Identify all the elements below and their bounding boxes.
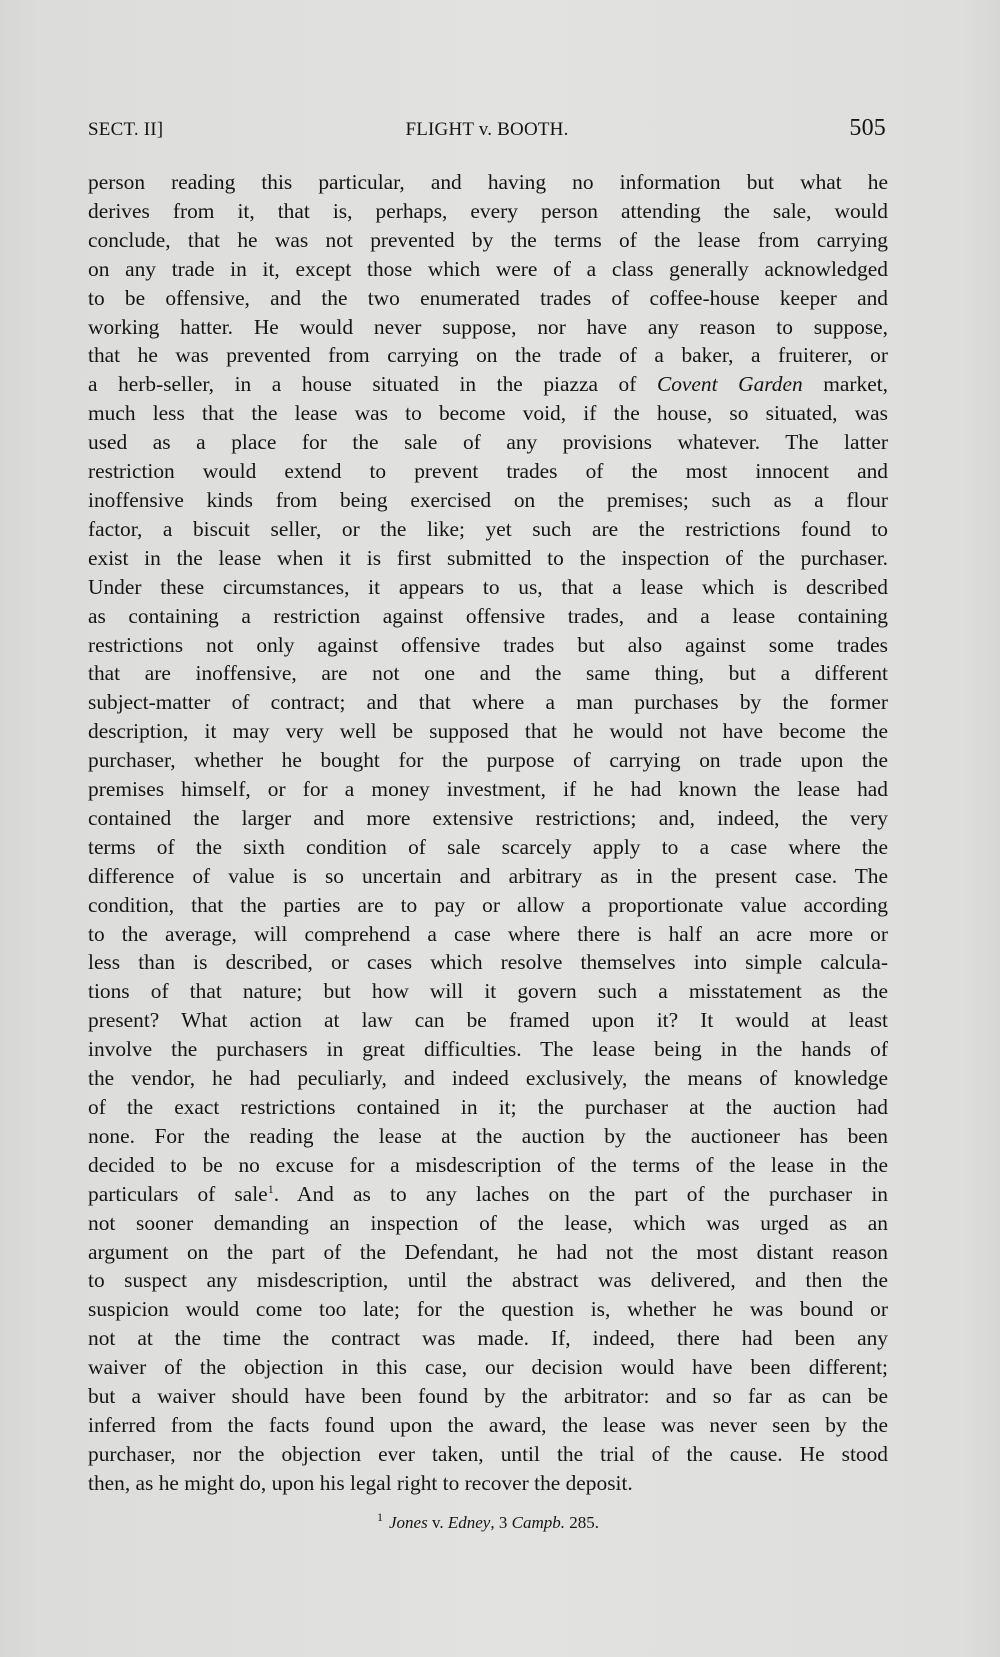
text-line (88, 891, 888, 920)
text-segment: suspicion would come too late; for the question is, whether he was bound or (88, 1297, 888, 1322)
text-segment: particulars of sale (88, 1181, 268, 1206)
text-segment: purchaser, whether he bought for the purpose of carrying on trade upon the (88, 748, 888, 773)
text-line (88, 1324, 888, 1353)
text-line (88, 1382, 888, 1411)
text-line (88, 1180, 888, 1209)
text-line (88, 486, 888, 515)
text-line (88, 226, 888, 255)
text-segment: tions of that nature; but how will it govern such a misstatement as the (88, 979, 888, 1004)
section-label: SECT. II] (88, 119, 164, 140)
page-number: 505 (849, 115, 886, 141)
text-line (88, 833, 888, 862)
text-segment: conclude, that he was not prevented by the terms of the lease from carrying (88, 227, 888, 252)
text-segment: factor, a biscuit seller, or the like; yet such are the restrictions found to (88, 516, 888, 541)
text-segment: person reading this particular, and having no information but what he (88, 170, 888, 194)
body-text (88, 168, 888, 1498)
text-segment: that are inoffensive, are not one and the same thing, but a different (88, 661, 888, 686)
text-segment: not at the time the contract was made. If, indeed, there had been any (88, 1326, 888, 1351)
text-segment: premises himself, or for a money investment, if he had known the lease had (88, 777, 888, 802)
text-segment: to the average, will comprehend a case where there is half an acre more or (88, 921, 888, 946)
italic-place-name: Covent Garden (656, 372, 803, 397)
text-segment: exist in the lease when it is first submitted to the inspection of the purchaser. (88, 545, 888, 570)
footnote-reporter: Campb. (511, 1513, 565, 1532)
text-line (88, 631, 888, 660)
text-line (88, 544, 888, 573)
text-line (88, 1035, 888, 1064)
text-segment: inferred from the facts found upon the award, the lease was never seen by the (88, 1412, 888, 1437)
text-segment: restrictions not only against offensive trades but also against some trades (88, 632, 888, 657)
footnote-reference: 1 (267, 1181, 274, 1196)
text-line (88, 1093, 888, 1122)
footnote-party: Edney (447, 1513, 491, 1532)
text-line (88, 341, 888, 370)
footnote-case-name: Jones (389, 1513, 428, 1532)
text-segment: argument on the part of the Defendant, he had not the most distant reason (88, 1239, 888, 1264)
text-line (88, 1006, 888, 1035)
text-segment: as containing a restriction against offensive trades, and a lease containing (88, 603, 888, 628)
text-line (88, 573, 888, 602)
text-segment: difference of value is so uncertain and arbitrary as in the present case. The (88, 863, 888, 888)
text-segment: a herb-seller, in a house situated in the piazza of (88, 372, 657, 397)
text-line (88, 1122, 888, 1151)
text-segment: on any trade in it, except those which were of a class generally acknowledged (88, 256, 888, 281)
text-line (88, 1064, 888, 1093)
text-line (88, 602, 888, 631)
text-line (88, 977, 888, 1006)
footnote (88, 1512, 888, 1534)
text-segment: condition, that the parties are to pay or allow a proportionate value according (88, 892, 888, 917)
text-line (88, 1469, 888, 1498)
text-line (88, 1353, 888, 1382)
text-segment: contained the larger and more extensive restrictions; and, indeed, the very (88, 805, 888, 830)
text-segment: less than is described, or cases which resolve themselves into simple calcula- (88, 950, 888, 975)
text-line (88, 1238, 888, 1267)
text-line (88, 428, 888, 457)
text-segment: to be offensive, and the two enumerated trades of coffee-house keeper and (88, 285, 888, 310)
text-line (88, 948, 888, 977)
text-segment: but a waiver should have been found by the arbitrator: and so far as can be (88, 1384, 888, 1409)
text-line (88, 804, 888, 833)
footnote-versus: v. (427, 1513, 448, 1532)
text-segment: much less that the lease was to become void, if the house, so situated, was (88, 401, 888, 426)
text-segment: derives from it, that is, perhaps, every person attending the sale, would (88, 198, 888, 223)
footnote-number: 1 (377, 1510, 383, 1525)
text-segment: decided to be no excuse for a misdescription of the terms of the lease in the (88, 1152, 888, 1177)
text-segment: used as a place for the sale of any provisions whatever. The latter (88, 430, 888, 455)
running-header (88, 115, 886, 149)
text-segment: present? What action at law can be framed upon it? It would at least (88, 1008, 888, 1033)
text-segment: then, as he might do, upon his legal right to recover the deposit. (88, 1470, 633, 1495)
text-segment: waiver of the objection in this case, our decision would have been different; (88, 1355, 888, 1380)
text-line (88, 284, 888, 313)
text-segment: terms of the sixth condition of sale scarcely apply to a case where the (88, 834, 888, 859)
text-segment: involve the purchasers in great difficulties. The lease being in the hands of (88, 1037, 888, 1062)
footnote-citation-sep: , 3 (490, 1513, 512, 1532)
text-line (88, 515, 888, 544)
text-segment: working hatter. He would never suppose, nor have any reason to suppose, (88, 314, 888, 339)
text-segment: . And as to any laches on the part of the purchaser in (273, 1181, 888, 1206)
text-line (88, 457, 888, 486)
text-segment: inoffensive kinds from being exercised on the premises; such as a flour (88, 487, 888, 512)
text-line (88, 746, 888, 775)
text-line (88, 1411, 888, 1440)
text-segment: to suspect any misdescription, until the abstract was delivered, and then the (88, 1268, 888, 1293)
text-line (88, 862, 888, 891)
text-line (88, 1151, 888, 1180)
text-line (88, 313, 888, 342)
text-line (88, 688, 888, 717)
text-line (88, 659, 888, 688)
text-line (88, 775, 888, 804)
text-line (88, 399, 888, 428)
text-line (88, 255, 888, 284)
text-segment: of the exact restrictions contained in it; the purchaser at the auction had (88, 1095, 888, 1119)
text-segment: Under these circumstances, it appears to us, that a lease which is described (88, 574, 888, 599)
case-title: FLIGHT v. BOOTH. (405, 119, 569, 140)
text-segment: restriction would extend to prevent trades of the most innocent and (88, 459, 888, 484)
text-line (88, 1266, 888, 1295)
text-line (88, 168, 888, 197)
text-segment: the vendor, he had peculiarly, and indeed exclusively, the means of knowledge (88, 1066, 888, 1091)
text-line (88, 717, 888, 746)
text-segment: purchaser, nor the objection ever taken, until the trial of the cause. He stood (88, 1441, 888, 1466)
text-segment: market, (802, 372, 888, 397)
text-line (88, 370, 888, 399)
text-line (88, 1209, 888, 1238)
text-line (88, 1295, 888, 1324)
text-line (88, 920, 888, 949)
footnote-page: 285. (564, 1513, 599, 1532)
text-segment: not sooner demanding an inspection of the lease, which was urged as an (88, 1210, 888, 1235)
text-segment: description, it may very well be supposed that he would not have become the (88, 719, 888, 744)
text-segment: none. For the reading the lease at the auction by the auctioneer has been (88, 1123, 888, 1148)
text-segment: that he was prevented from carrying on the trade of a baker, a fruiterer, or (88, 343, 888, 368)
text-line (88, 1440, 888, 1469)
text-line (88, 197, 888, 226)
text-segment: subject-matter of contract; and that where a man purchases by the former (88, 690, 888, 715)
